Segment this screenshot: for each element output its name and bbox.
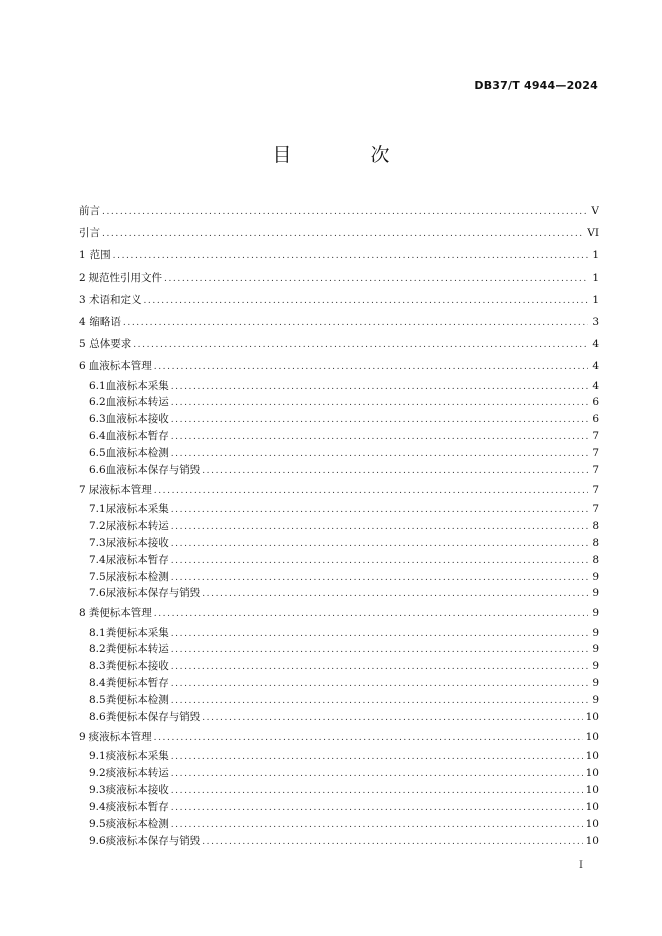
toc-entry-number: 7.4: [89, 553, 106, 566]
toc-entry-number: 7.1: [89, 503, 106, 516]
toc-entry-label: 范围: [89, 249, 111, 262]
page-title: 目 次: [272, 144, 420, 166]
toc-entry-page: 6: [592, 396, 599, 409]
toc-entry-label: 粪便标本保存与销毁: [105, 711, 201, 724]
toc-entry-label: 痰液标本转运: [105, 766, 169, 779]
toc-entry-number: 8.4: [89, 677, 106, 690]
dot-leader: [171, 502, 588, 518]
toc-entry[interactable]: [79, 833, 599, 850]
toc-entry[interactable]: [79, 428, 599, 445]
toc-entry-number: 6: [79, 360, 86, 373]
toc-entry-label: 痰液标本管理: [88, 730, 152, 743]
toc-entry-page: 7: [592, 447, 599, 460]
toc-entry[interactable]: [79, 569, 599, 586]
toc-entry-page: V: [591, 205, 599, 217]
toc-entry[interactable]: [79, 267, 599, 289]
toc-entry[interactable]: [79, 200, 599, 222]
toc-entry-page: 4: [592, 379, 599, 392]
dot-leader: [171, 412, 588, 428]
toc-entry[interactable]: [79, 518, 599, 535]
toc-entry[interactable]: [79, 799, 599, 816]
toc-entry-number: 8.2: [89, 643, 106, 656]
toc-entry-label: 粪便标本转运: [105, 643, 169, 656]
toc-entry-label: 尿液标本采集: [105, 503, 169, 516]
dot-leader: [102, 201, 588, 222]
toc-entry[interactable]: [79, 311, 599, 333]
toc-entry[interactable]: [79, 411, 599, 428]
toc-entry-label: 尿液标本管理: [88, 483, 152, 496]
toc-entry-page: 7: [592, 463, 599, 476]
toc-entry[interactable]: [79, 333, 599, 355]
toc-entry-page: 10: [585, 711, 599, 724]
toc-entry-label: 前言: [79, 205, 100, 217]
toc-entry-page: 1: [592, 293, 599, 306]
toc-entry[interactable]: [79, 445, 599, 462]
toc-entry[interactable]: [79, 625, 599, 642]
dot-leader: [113, 245, 588, 266]
toc-entry-label: 粪便标本暂存: [105, 677, 169, 690]
toc-entry-label: 尿液标本保存与销毁: [105, 587, 201, 600]
toc-entry-label: 痰液标本保存与销毁: [105, 834, 201, 847]
toc-entry[interactable]: [79, 726, 599, 748]
toc-entry-label: 血液标本保存与销毁: [105, 463, 201, 476]
dot-leader: [171, 749, 583, 765]
toc-entry-page: 9: [592, 643, 599, 656]
toc-entry-page: 9: [592, 677, 599, 690]
toc-entry-label: 粪便标本管理: [88, 607, 152, 620]
toc-entry-number: 7.2: [89, 519, 106, 532]
toc-entry-label: 痰液标本暂存: [105, 800, 169, 813]
toc-entry-label: 粪便标本采集: [105, 626, 169, 639]
toc-entry-label: 引言: [79, 227, 100, 240]
toc-entry-number: 9.5: [89, 817, 106, 830]
toc-entry-number: 8.5: [89, 694, 106, 707]
toc-entry-number: 6.5: [89, 447, 106, 460]
toc-entry-page: 9: [592, 626, 599, 639]
dot-leader: [202, 834, 582, 850]
toc-entry-label: 尿液标本接收: [105, 536, 169, 549]
toc-entry-number: 8.3: [89, 660, 106, 673]
toc-entry[interactable]: [79, 355, 599, 377]
toc-entry-number: 3: [79, 293, 86, 306]
toc-entry-number: 9.4: [89, 800, 106, 813]
toc-entry-page: 10: [585, 730, 599, 743]
dot-leader: [202, 710, 582, 726]
toc-entry[interactable]: [79, 244, 599, 266]
toc-entry-number: 6.4: [89, 430, 106, 443]
toc-entry[interactable]: [79, 658, 599, 675]
toc-entry-number: 8: [79, 607, 86, 620]
toc-entry[interactable]: [79, 692, 599, 709]
dot-leader: [171, 659, 588, 675]
toc-entry-number: 9.3: [89, 783, 106, 796]
toc-entry-label: 血液标本暂存: [105, 430, 169, 443]
toc-entry-label: 血液标本接收: [105, 413, 169, 426]
toc-entry[interactable]: [79, 222, 599, 244]
dot-leader: [154, 480, 588, 501]
table-of-contents: [79, 200, 599, 849]
toc-entry[interactable]: [79, 748, 599, 765]
page-number: I: [579, 860, 583, 871]
toc-entry-label: 尿液标本暂存: [105, 553, 169, 566]
dot-leader: [102, 223, 584, 244]
toc-entry-label: 痰液标本接收: [105, 783, 169, 796]
toc-entry-label: 术语和定义: [88, 293, 142, 306]
toc-entry-number: 1: [79, 249, 86, 262]
dot-leader: [154, 727, 583, 748]
toc-entry-page: 8: [592, 553, 599, 566]
toc-entry[interactable]: [79, 765, 599, 782]
toc-entry-page: 9: [592, 694, 599, 707]
dot-leader: [202, 463, 588, 479]
dot-leader: [154, 603, 588, 624]
toc-entry[interactable]: [79, 394, 599, 411]
toc-entry-number: 7.5: [89, 570, 106, 583]
dot-leader: [171, 783, 583, 799]
toc-entry-page: 7: [592, 483, 599, 496]
dot-leader: [171, 519, 588, 535]
toc-entry-number: 6.2: [89, 396, 106, 409]
toc-entry-number: 8.1: [89, 626, 106, 639]
toc-entry-number: 8.6: [89, 711, 106, 724]
standard-code: DB37/T 4944—2024: [474, 79, 598, 92]
toc-entry-page: 9: [592, 607, 599, 620]
toc-entry-page: 4: [592, 360, 599, 373]
dot-leader: [171, 429, 588, 445]
dot-leader: [171, 446, 588, 462]
dot-leader: [171, 693, 588, 709]
toc-entry[interactable]: [79, 602, 599, 624]
toc-entry[interactable]: [79, 816, 599, 833]
toc-entry-page: 7: [592, 503, 599, 516]
toc-entry[interactable]: [79, 641, 599, 658]
toc-entry-page: 1: [592, 249, 599, 262]
toc-entry-page: 10: [585, 834, 599, 847]
dot-leader: [171, 626, 588, 642]
toc-entry-label: 总体要求: [89, 338, 132, 351]
toc-entry-label: 尿液标本检测: [105, 570, 169, 583]
dot-leader: [154, 356, 588, 377]
toc-entry-number: 6.1: [89, 379, 106, 392]
toc-entry-label: 规范性引用文件: [88, 271, 162, 284]
dot-leader: [202, 586, 588, 602]
toc-entry-number: 7.3: [89, 536, 106, 549]
toc-entry-label: 尿液标本转运: [105, 519, 169, 532]
toc-entry-page: 4: [592, 338, 599, 351]
toc-entry-number: 7: [79, 483, 86, 496]
toc-entry-page: 10: [585, 800, 599, 813]
toc-entry-page: 10: [585, 750, 599, 763]
dot-leader: [171, 800, 583, 816]
dot-leader: [164, 268, 588, 289]
dot-leader: [171, 536, 588, 552]
toc-entry-page: 7: [592, 430, 599, 443]
toc-entry-page: 8: [592, 519, 599, 532]
toc-entry[interactable]: [79, 709, 599, 726]
toc-entry-page: 10: [585, 766, 599, 779]
dot-leader: [123, 312, 588, 333]
toc-entry[interactable]: [79, 479, 599, 501]
toc-entry-number: 9.6: [89, 834, 106, 847]
toc-entry-number: 7.6: [89, 587, 106, 600]
dot-leader: [171, 766, 583, 782]
toc-entry-number: 6.6: [89, 463, 106, 476]
toc-entry-label: 痰液标本检测: [105, 817, 169, 830]
toc-entry-number: 4: [79, 315, 86, 328]
toc-entry-number: 9: [79, 730, 86, 743]
toc-entry-page: 3: [592, 315, 599, 328]
dot-leader: [171, 642, 588, 658]
toc-entry[interactable]: [79, 378, 599, 395]
toc-entry-page: 10: [585, 817, 599, 830]
toc-entry-label: 粪便标本检测: [105, 694, 169, 707]
toc-entry-page: 10: [585, 783, 599, 796]
toc-entry-number: 2: [79, 271, 86, 284]
toc-entry-page: 1: [592, 271, 599, 284]
toc-entry-page: VI: [587, 227, 599, 240]
toc-entry-page: 8: [592, 536, 599, 549]
toc-entry-page: 6: [592, 413, 599, 426]
toc-entry[interactable]: [79, 552, 599, 569]
toc-entry-number: 6.3: [89, 413, 106, 426]
dot-leader: [171, 570, 588, 586]
dot-leader: [171, 817, 583, 833]
toc-entry-label: 血液标本管理: [88, 360, 152, 373]
toc-entry[interactable]: [79, 462, 599, 479]
toc-entry-label: 血液标本检测: [105, 447, 169, 460]
dot-leader: [171, 553, 588, 569]
toc-entry-label: 缩略语: [89, 315, 121, 328]
toc-entry[interactable]: [79, 675, 599, 692]
toc-entry-number: 5: [79, 338, 86, 351]
toc-entry-label: 血液标本转运: [105, 396, 169, 409]
toc-entry-label: 血液标本采集: [105, 379, 169, 392]
toc-entry-page: 9: [592, 570, 599, 583]
toc-entry[interactable]: [79, 585, 599, 602]
dot-leader: [171, 379, 588, 395]
dot-leader: [133, 334, 588, 355]
dot-leader: [171, 395, 588, 411]
toc-entry-number: 9.2: [89, 766, 106, 779]
toc-entry[interactable]: [79, 501, 599, 518]
toc-entry-number: 9.1: [89, 750, 106, 763]
toc-entry[interactable]: [79, 535, 599, 552]
toc-entry[interactable]: [79, 782, 599, 799]
toc-entry-label: 粪便标本接收: [105, 660, 169, 673]
dot-leader: [171, 676, 588, 692]
toc-entry-label: 痰液标本采集: [105, 750, 169, 763]
dot-leader: [143, 290, 588, 311]
toc-entry-page: 9: [592, 660, 599, 673]
toc-entry[interactable]: [79, 289, 599, 311]
toc-entry-page: 9: [592, 587, 599, 600]
